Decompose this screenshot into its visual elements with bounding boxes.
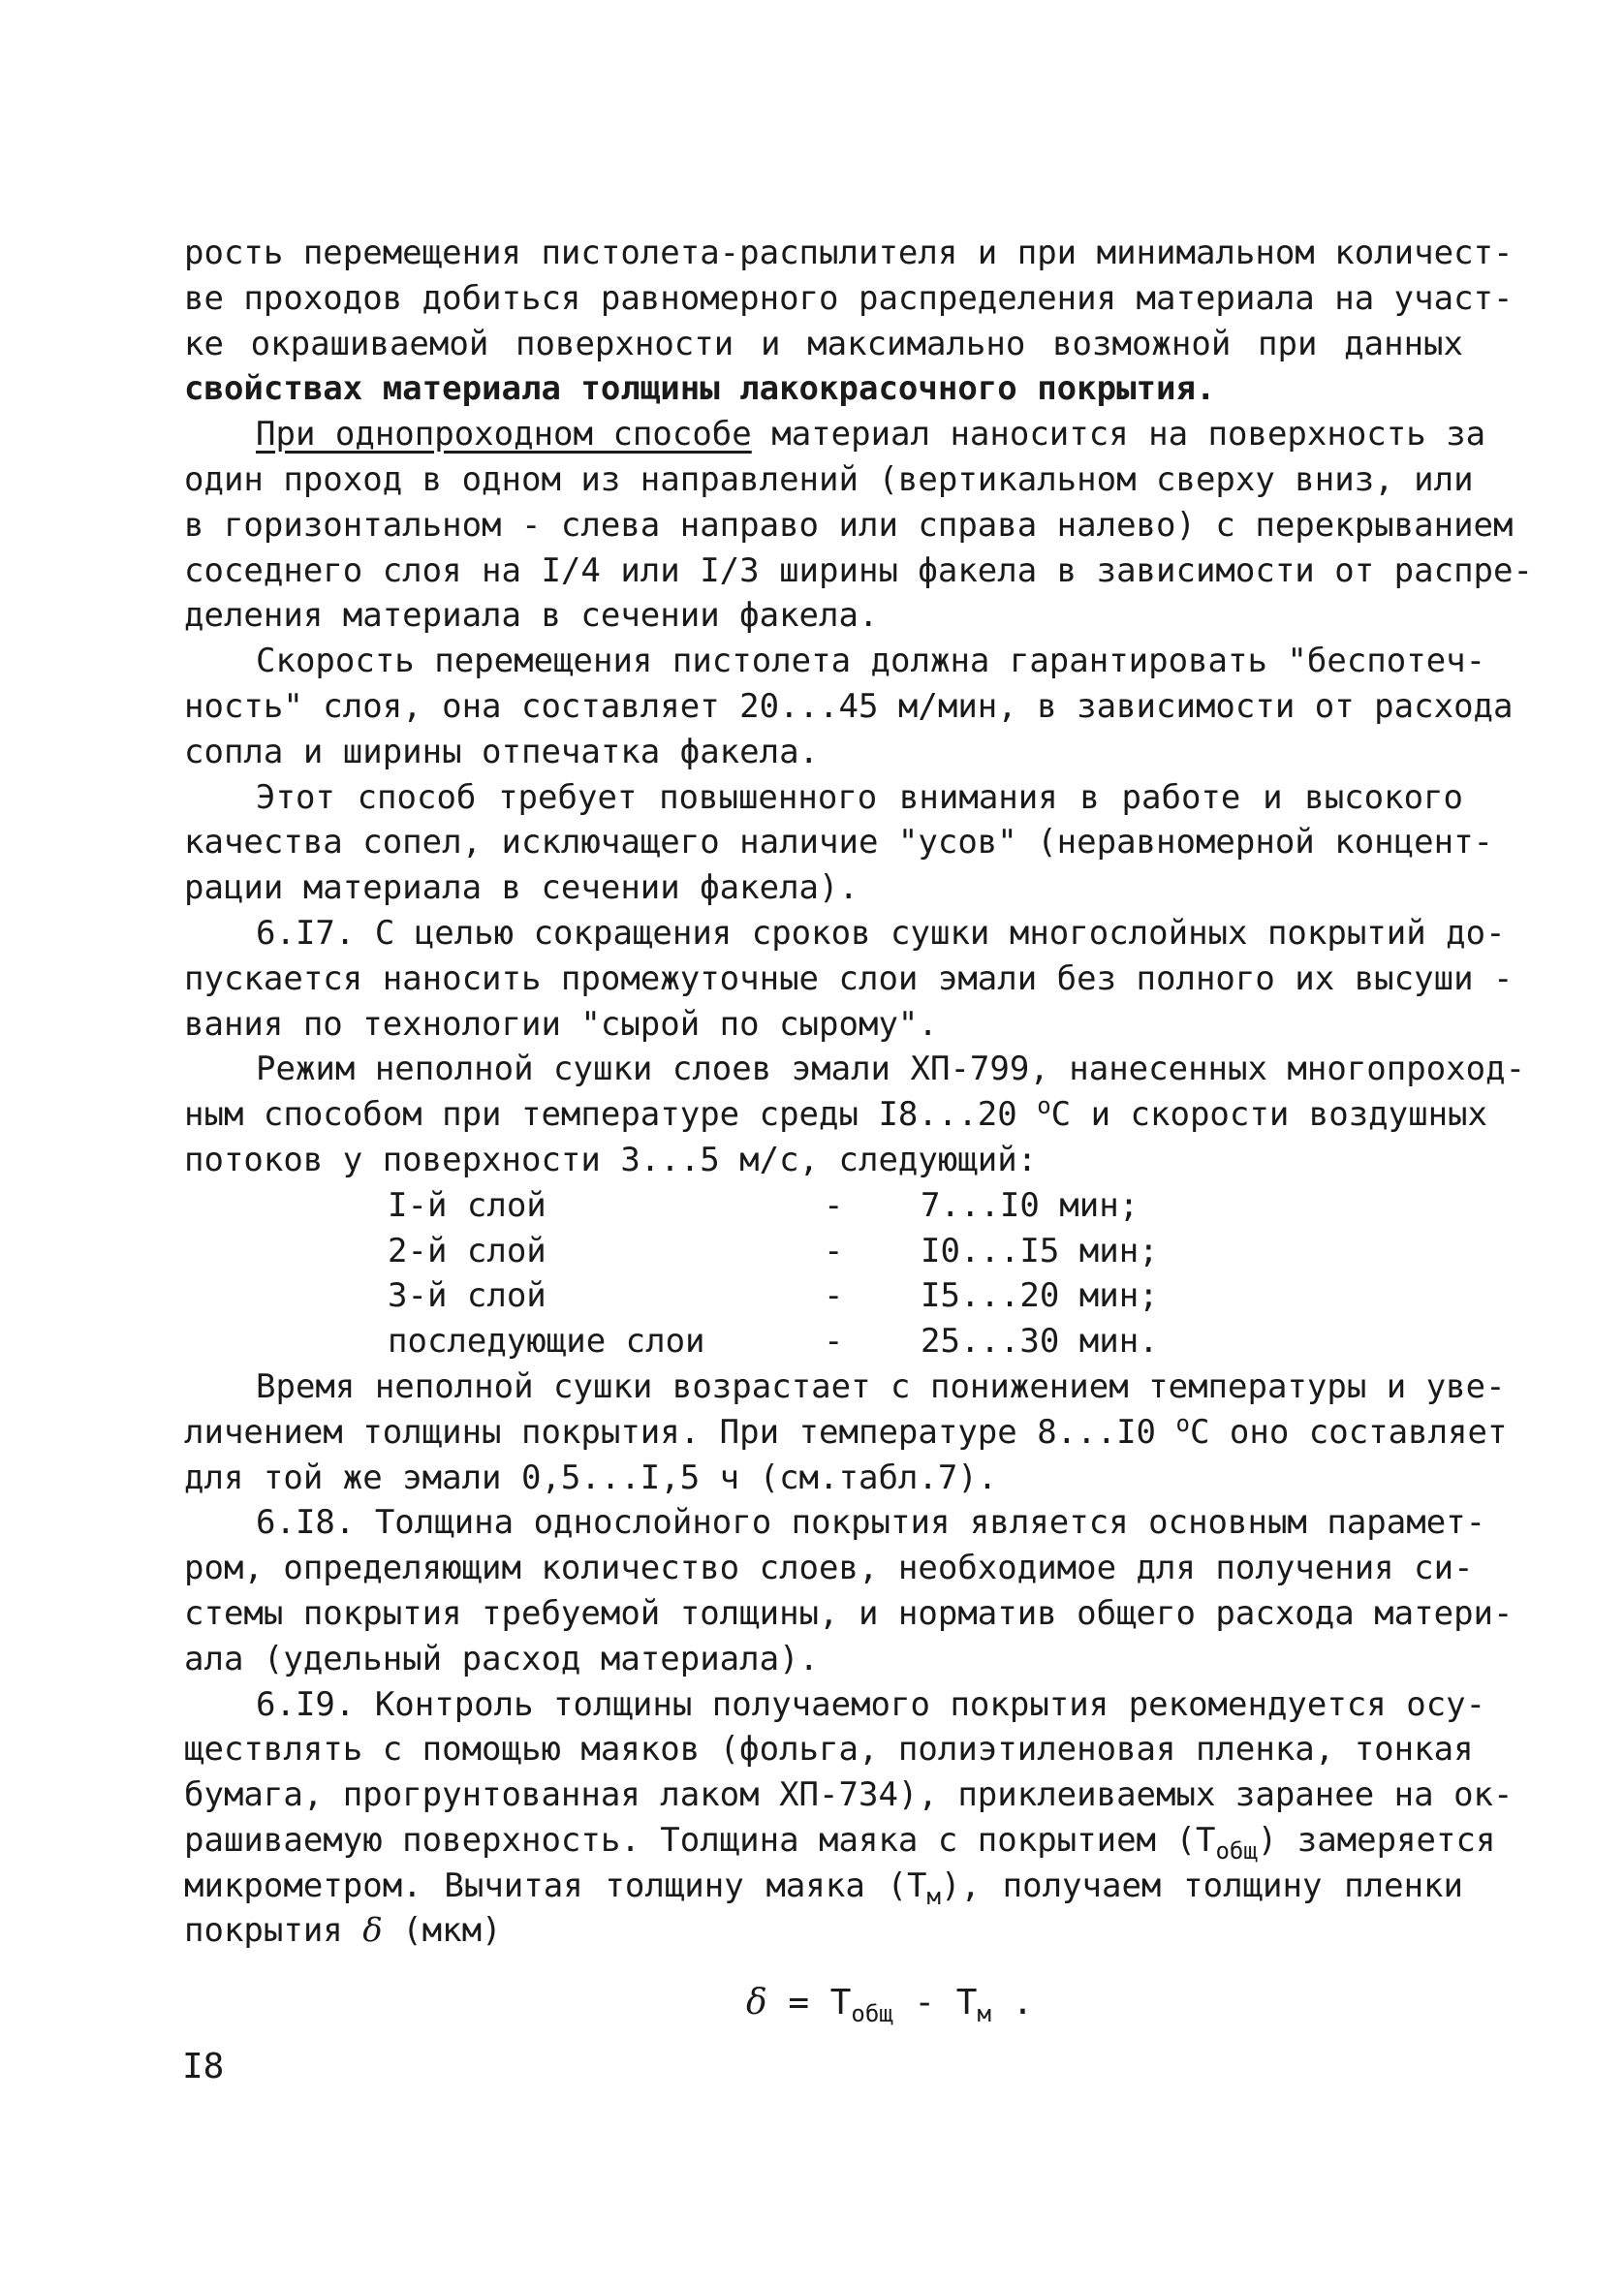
text-line: 6.I7. С целью сокращения сроков сушки многослойных покрытий до- [256, 913, 1506, 953]
schedule-row [184, 1229, 1463, 1274]
text-line: соседнего слоя на I/4 или I/3 ширины факела в зависимости от распре- [184, 550, 1533, 590]
formula-part: - Т [892, 1983, 978, 2022]
formula-part: = Т [766, 1983, 852, 2022]
text-fragment: C и скорости воздушных [1050, 1095, 1487, 1135]
text-fragment: ) замеряется [1257, 1820, 1496, 1860]
text-line: Скорость перемещения пистолета должна гарантировать "беспотеч- [256, 642, 1486, 681]
text-line: стемы покрытия требуемой толщины, и норматив общего расхода матери- [184, 1593, 1514, 1633]
text-line: Этот способ требует повышенного внимания в работе и высокого [256, 777, 1463, 817]
schedule-dash: - [824, 1322, 844, 1362]
schedule-time: I0...I5 мин; [921, 1231, 1159, 1270]
text-line [184, 1864, 1463, 1909]
subscript: м [926, 1882, 941, 1910]
schedule-row [184, 1319, 1463, 1364]
schedule-dash: - [824, 1185, 844, 1225]
underlined-term: При однопроходном способе [256, 415, 752, 455]
text-line: Время неполной сушки возрастает с понижением температуры и уве- [256, 1366, 1506, 1406]
text-line: качества сопел, исключащего наличие "усов" (неравномерной концент- [184, 823, 1494, 862]
schedule-layer: 2-й слой [388, 1231, 547, 1270]
text-line: бумага, прогрунтованная лаком ХП-734), приклеиваемых заранее на ок- [184, 1775, 1514, 1815]
text-line: 6.I9. Контроль толщины получаемого покрытия рекомендуется осу- [256, 1684, 1486, 1724]
subscript: м [977, 2000, 991, 2027]
text-line: для той же эмали 0,5...I,5 ч (см.табл.7). [184, 1458, 998, 1497]
text-line: ществлять с помощью маяков (фольга, полиэтиленовая пленка, тонкая [184, 1730, 1474, 1770]
schedule-layer: последующие слои [388, 1322, 705, 1362]
schedule-time: 25...30 мин. [921, 1322, 1159, 1362]
schedule-time: 7...I0 мин; [921, 1185, 1140, 1225]
text-fragment: (мкм) [382, 1911, 502, 1951]
schedule-layer: 3-й слой [388, 1276, 547, 1316]
drying-schedule [184, 1183, 1463, 1364]
subscript: общ [851, 2000, 893, 2027]
schedule-row [184, 1183, 1463, 1229]
text-line: вания по технологии "сырой по сырому". [184, 1004, 938, 1044]
text-line: ала (удельный расход материала). [184, 1639, 820, 1678]
text-line: один проход в одном из направлений (вертикальном сверху вниз, или [184, 459, 1474, 499]
text-line: рации материала в сечении факела). [184, 868, 859, 908]
text-line [184, 1908, 1463, 1954]
text-line: потоков у поверхности 3...5 м/с, следующий: [184, 1140, 1038, 1179]
text-line: Режим неполной сушки слоев эмали ХП-799, нанесенных многопроход- [256, 1050, 1526, 1089]
text-fragment: покрытия [184, 1911, 363, 1951]
text-fragment: рашиваемую поверхность. Толщина маяка с покрытием (Т [184, 1820, 1216, 1860]
text-line: сопла и ширины отпечатка факела. [184, 732, 820, 771]
text-line: ке окрашиваемой поверхности и максимально возможной при данных [184, 324, 1463, 363]
schedule-layer: I-й слой [388, 1185, 547, 1225]
schedule-row [184, 1273, 1463, 1319]
schedule-dash: - [824, 1276, 844, 1316]
text-line: рость перемещения пистолета-распылителя и при минимальном количест- [184, 234, 1514, 272]
text-fragment: C оно составляет [1189, 1412, 1508, 1452]
page-number: I8 [182, 2047, 225, 2086]
thickness-formula [746, 1983, 1034, 2027]
delta-symbol: δ [362, 1911, 383, 1951]
text-fragment: личением толщины покрытия. При температуре 8...I0 [184, 1412, 1176, 1452]
delta-symbol: δ [746, 1983, 767, 2022]
formula-part: . [990, 1983, 1034, 2022]
text-line: деления материала в сечении факела. [184, 596, 879, 636]
text-line [184, 1092, 1487, 1138]
text-line: пускается наносить промежуточные слои эмали без полного их высуши - [184, 958, 1514, 998]
degree-mark: o [1037, 1092, 1051, 1120]
body-text [184, 231, 1533, 1954]
text-fragment: ), получаем толщину пленки [940, 1866, 1463, 1905]
text-line: ром, определяющим количество слоев, необходимое для получения си- [184, 1549, 1474, 1588]
text-fragment: ным способом при температуре среды I8...20 [184, 1095, 1038, 1135]
schedule-time: I5...20 мин; [921, 1276, 1159, 1316]
schedule-dash: - [824, 1231, 844, 1270]
text-line: свойствах материала толщины лакокрасочного покрытия. [184, 369, 1216, 409]
text-line: ве проходов добиться равномерного распределения материала на участ- [184, 278, 1514, 318]
text-fragment: микрометром. Вычитая толщину маяка (Т [184, 1866, 927, 1905]
text-line [184, 1818, 1496, 1865]
text-line: 6.I8. Толщина однослойного покрытия является основным парамет- [256, 1503, 1486, 1543]
text-line: ность" слоя, она составляет 20...45 м/мин, в зависимости от расхода [184, 686, 1514, 726]
degree-mark: o [1175, 1409, 1190, 1437]
text-fragment: материал наносится на поверхность за [751, 415, 1486, 455]
subscript: общ [1215, 1836, 1258, 1865]
text-line [184, 1409, 1508, 1456]
text-line [184, 412, 1486, 457]
text-line: в горизонтальном - слева направо или справа налево) с перекрыванием [184, 505, 1514, 545]
